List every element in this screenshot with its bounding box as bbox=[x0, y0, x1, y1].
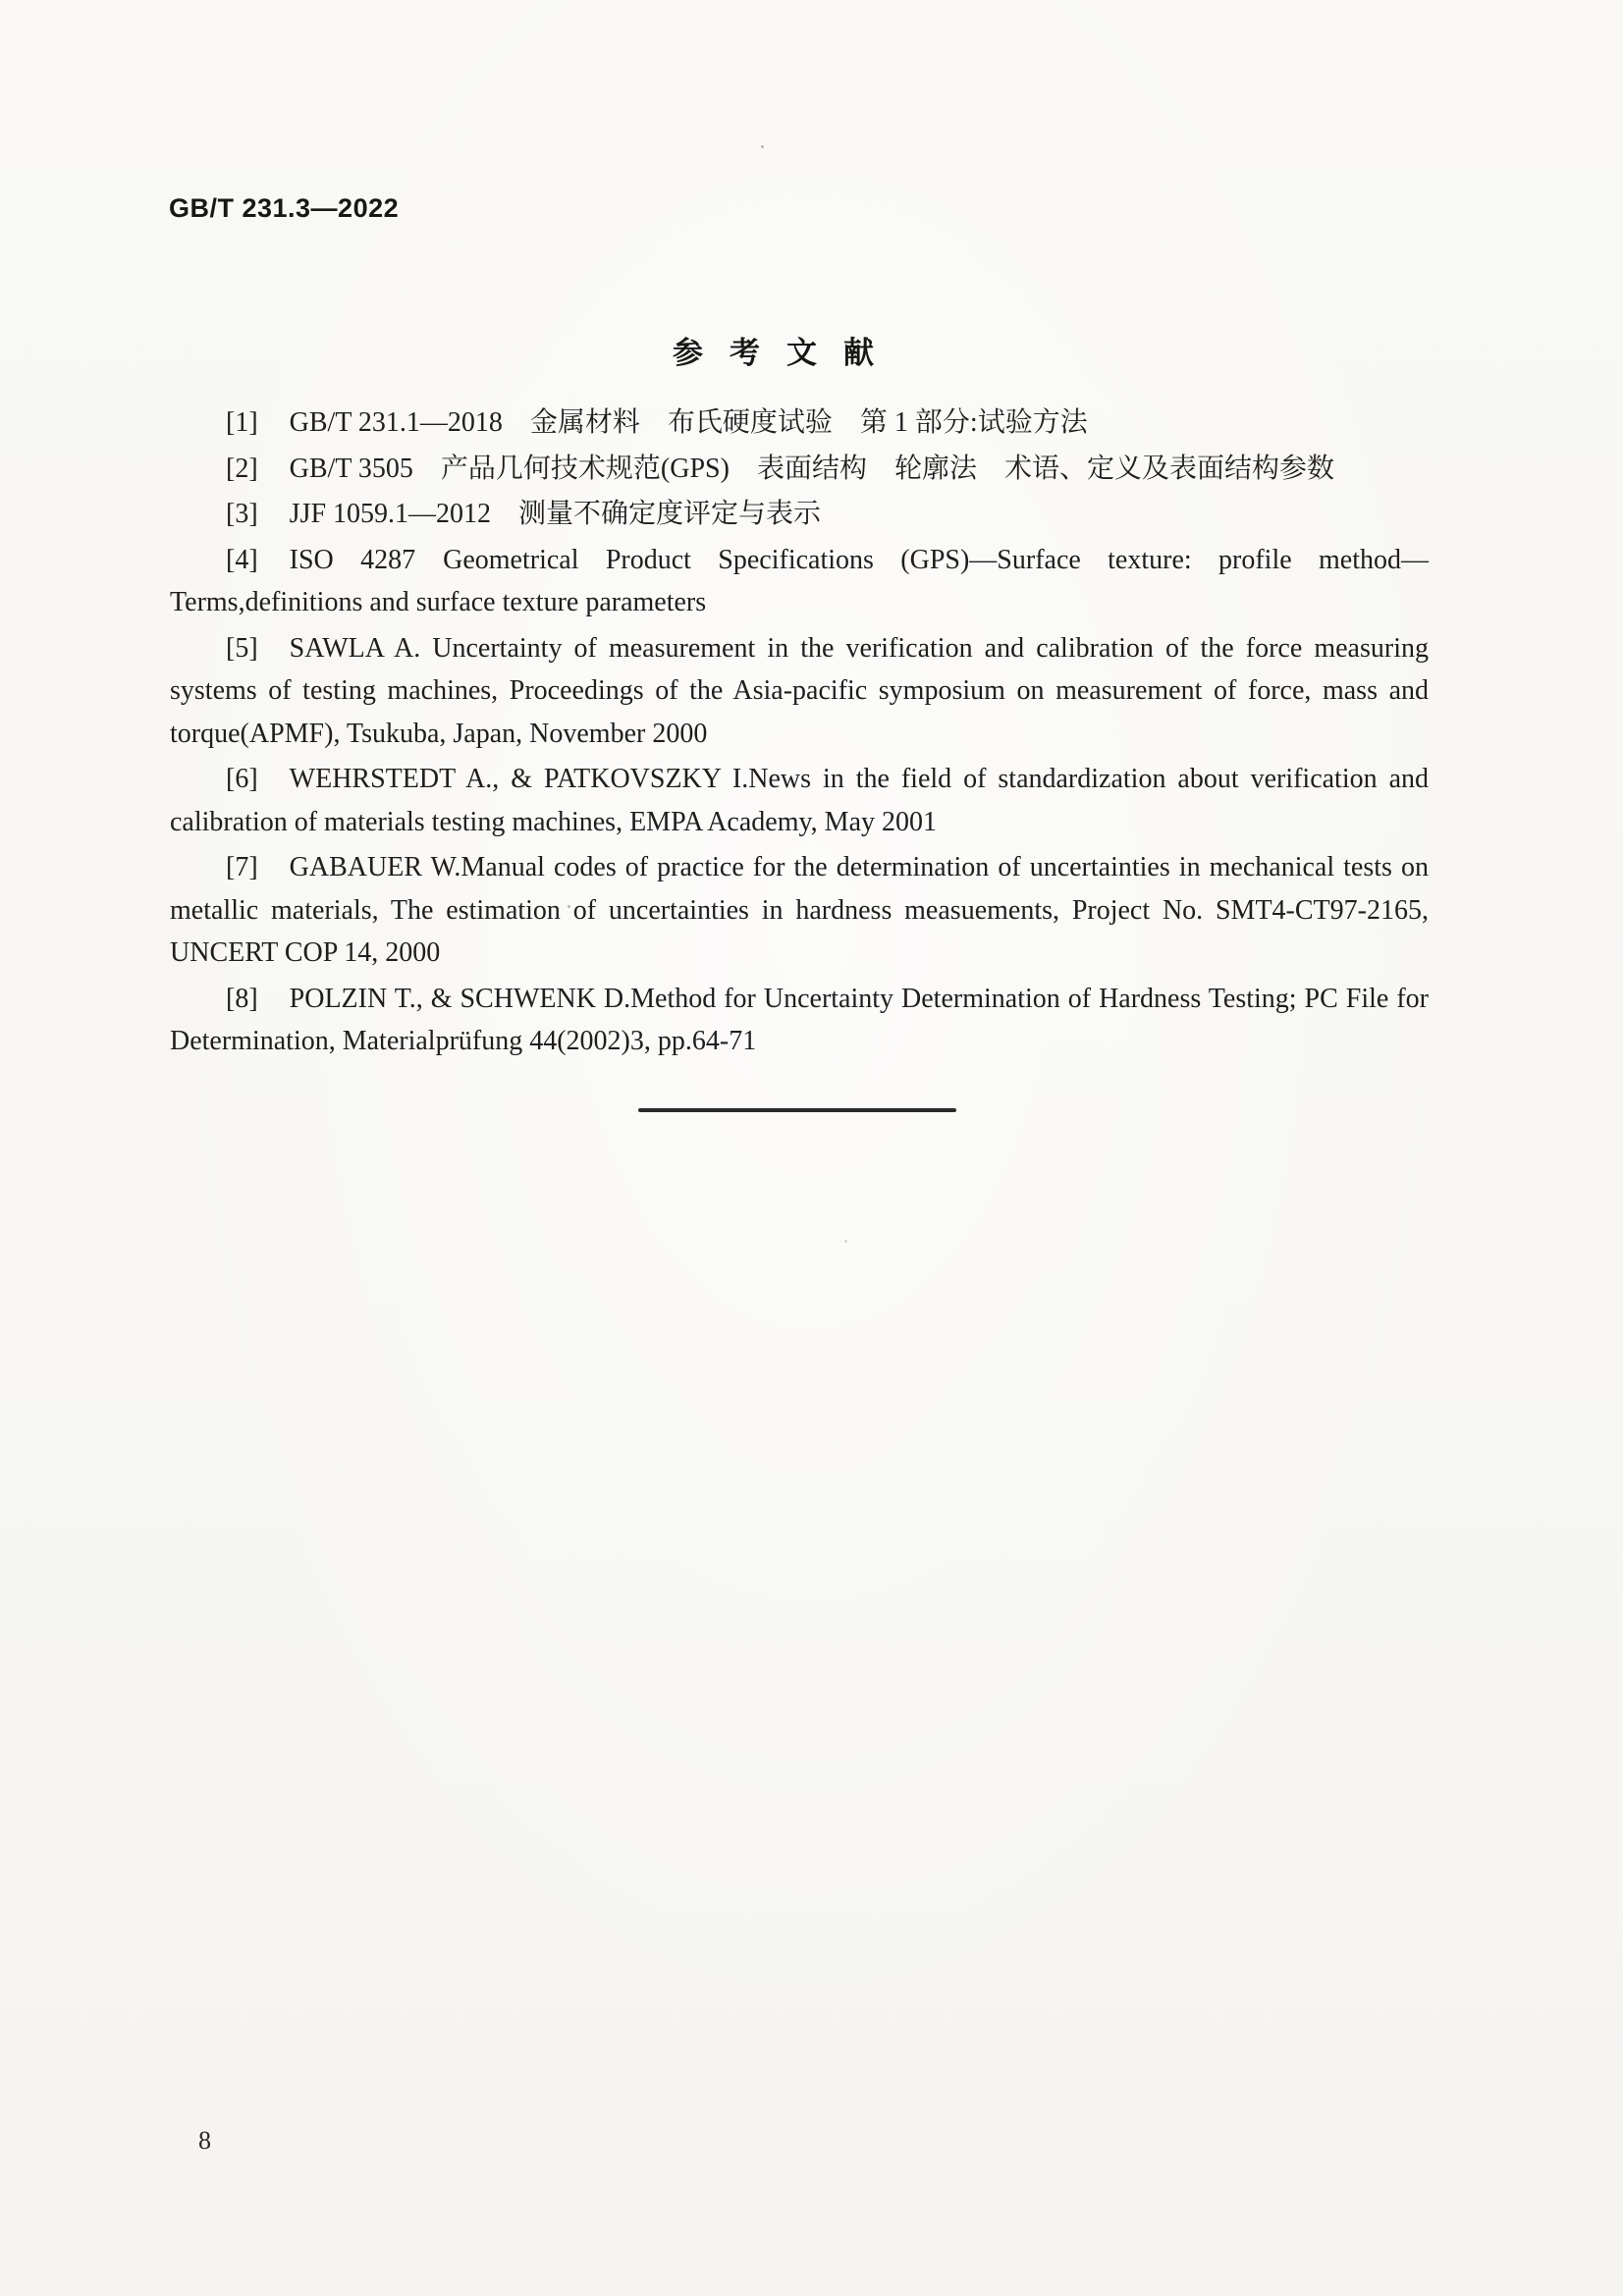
references-heading: 参考文献 bbox=[673, 336, 900, 370]
reference-item bbox=[170, 758, 1429, 843]
reference-label: [5] bbox=[226, 632, 258, 664]
reference-label: [7] bbox=[226, 852, 258, 882]
scan-speckle bbox=[761, 145, 764, 148]
reference-label: [6] bbox=[226, 764, 258, 794]
reference-item bbox=[170, 627, 1429, 756]
end-of-document-rule bbox=[638, 1108, 956, 1112]
scan-speckle bbox=[568, 905, 570, 908]
reference-label: [3] bbox=[226, 499, 258, 529]
reference-text: GB/T 231.1—2018 金属材料 布氏硬度试验 第 1 部分:试验方法 bbox=[289, 407, 1088, 438]
reference-item bbox=[170, 978, 1429, 1063]
reference-label: [2] bbox=[226, 453, 258, 484]
reference-text: SAWLA A. Uncertainty of measurement in the verification and calibration of the force measuring systems of testing machines, Proceedings of the Asia-pacific symposium on measurement of force, mass and torque(APMF), Tsukuba, Japan, November 2000 bbox=[170, 632, 1429, 749]
page-number: 8 bbox=[198, 2126, 211, 2155]
reference-text: GB/T 3505 产品几何技术规范(GPS) 表面结构 轮廓法 术语、定义及表面结构参数 bbox=[289, 453, 1334, 484]
reference-text: GABAUER W.Manual codes of practice for the determination of uncertainties in mechanical tests on metallic materials, The estimation of uncertainties in hardness measuements, Project No. SMT4-CT97-2165, UNCERT COP 14, 2000 bbox=[170, 852, 1429, 968]
reference-text: ISO 4287 Geometrical Product Specifications (GPS)—Surface texture: profile method—Terms,definitions and surface texture parameters bbox=[170, 544, 1429, 617]
reference-text: JJF 1059.1—2012 测量不确定度评定与表示 bbox=[289, 499, 822, 529]
reference-item bbox=[170, 448, 1429, 491]
reference-label: [8] bbox=[226, 983, 258, 1014]
reference-label: [1] bbox=[226, 407, 258, 438]
standard-number: GB/T 231.3—2022 bbox=[169, 193, 400, 223]
reference-text: WEHRSTEDT A., & PATKOVSZKY I.News in the field of standardization about verification and calibration of materials testing machines, EMPA Academy, May 2001 bbox=[170, 764, 1429, 837]
reference-text: POLZIN T., & SCHWENK D.Method for Uncertainty Determination of Hardness Testing; PC File for Determination, Materialprüfung 44(2002)3, pp.64-71 bbox=[170, 983, 1429, 1056]
reference-label: [4] bbox=[226, 544, 258, 575]
reference-item bbox=[170, 846, 1429, 975]
scan-speckle bbox=[844, 1240, 847, 1243]
references-list bbox=[170, 401, 1429, 1066]
reference-item bbox=[170, 493, 1429, 536]
reference-item bbox=[170, 539, 1429, 624]
reference-item bbox=[170, 401, 1429, 445]
